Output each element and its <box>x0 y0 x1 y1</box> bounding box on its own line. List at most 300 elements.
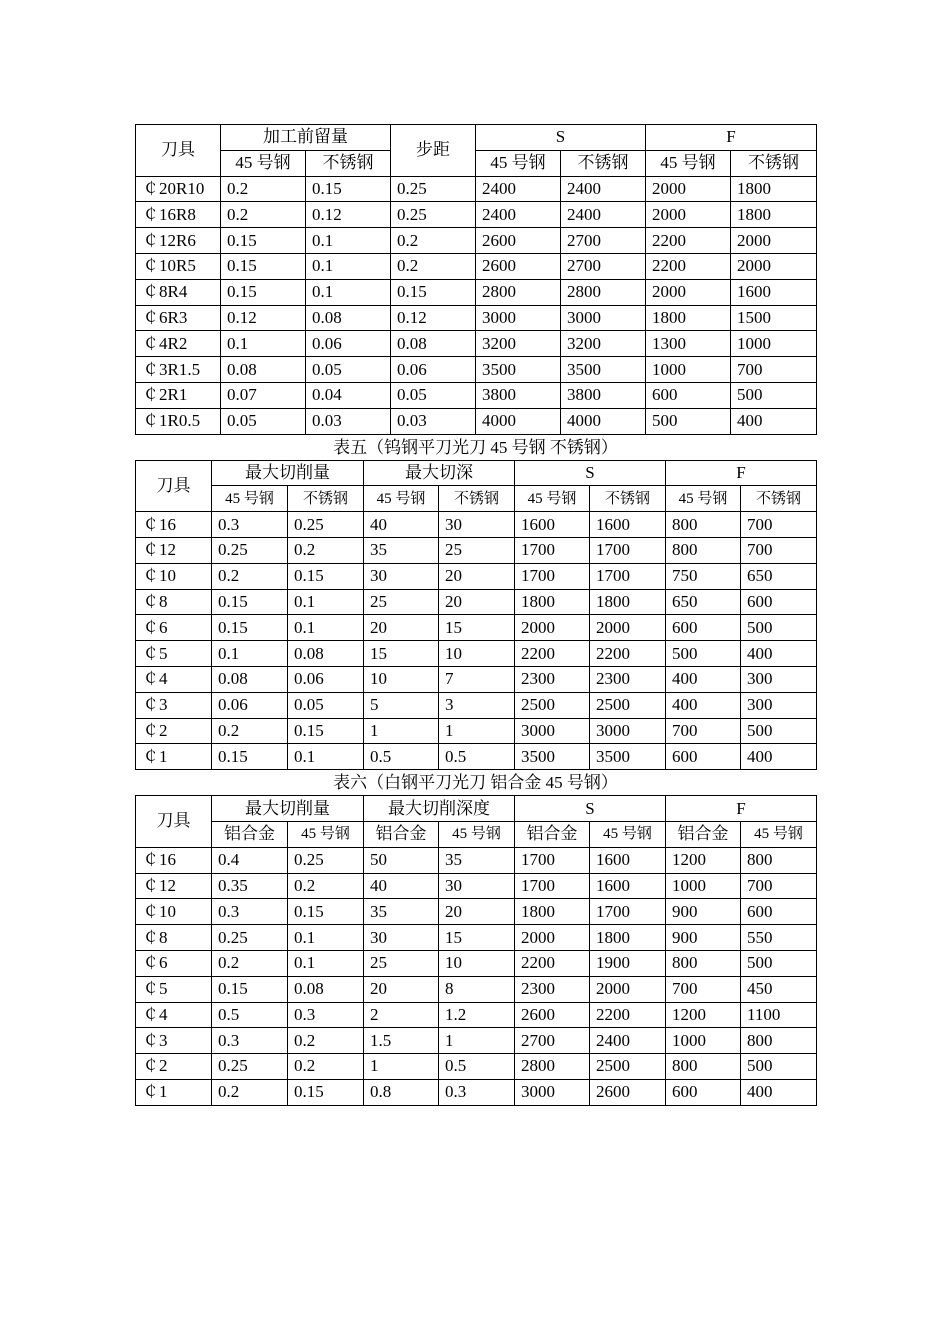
table-row <box>136 176 817 202</box>
value-cell: 600 <box>741 899 817 925</box>
tool-cell: ￠4R2 <box>136 331 221 357</box>
value-cell: 0.2 <box>391 228 476 254</box>
value-cell: 0.15 <box>212 744 288 770</box>
table-body <box>136 460 817 770</box>
subheader-steel45: 45 号钢 <box>741 821 817 847</box>
value-cell: 400 <box>741 641 817 667</box>
value-cell: 3800 <box>476 382 561 408</box>
value-cell: 7 <box>439 666 515 692</box>
tool-cell: ￠10 <box>136 563 212 589</box>
value-cell: 3000 <box>515 718 590 744</box>
table-ball-end-cutters <box>135 124 817 435</box>
value-cell: 700 <box>731 357 817 383</box>
value-cell: 2000 <box>731 228 817 254</box>
value-cell: 1 <box>364 1054 439 1080</box>
value-cell: 3500 <box>561 357 646 383</box>
value-cell: 3200 <box>561 331 646 357</box>
subheader-row <box>136 821 817 847</box>
value-cell: 500 <box>646 408 731 434</box>
value-cell: 0.12 <box>306 202 391 228</box>
table-row <box>136 847 817 873</box>
subheader-steel45: 45 号钢 <box>221 150 306 176</box>
value-cell: 30 <box>439 512 515 538</box>
document-page <box>135 124 816 1106</box>
value-cell: 2500 <box>515 692 590 718</box>
value-cell: 0.15 <box>221 228 306 254</box>
value-cell: 2400 <box>476 176 561 202</box>
tool-cell: ￠2R1 <box>136 382 221 408</box>
table-row <box>136 589 817 615</box>
header-max-cut: 最大切削量 <box>212 460 364 486</box>
value-cell: 2000 <box>646 176 731 202</box>
value-cell: 0.06 <box>306 331 391 357</box>
table-hss-flat-cutters <box>135 795 817 1106</box>
value-cell: 25 <box>364 950 439 976</box>
value-cell: 600 <box>666 615 741 641</box>
value-cell: 2000 <box>646 202 731 228</box>
tool-cell: ￠6 <box>136 950 212 976</box>
value-cell: 0.15 <box>288 718 364 744</box>
value-cell: 1 <box>439 718 515 744</box>
subheader-steel45: 45 号钢 <box>476 150 561 176</box>
value-cell: 2500 <box>590 692 666 718</box>
value-cell: 0.2 <box>212 563 288 589</box>
value-cell: 900 <box>666 925 741 951</box>
subheader-aluminum: 铝合金 <box>364 821 439 847</box>
tool-cell: ￠10 <box>136 899 212 925</box>
header-tool: 刀具 <box>136 125 221 177</box>
value-cell: 1800 <box>590 925 666 951</box>
value-cell: 4000 <box>561 408 646 434</box>
value-cell: 2200 <box>515 950 590 976</box>
value-cell: 1.5 <box>364 1028 439 1054</box>
value-cell: 0.2 <box>212 950 288 976</box>
value-cell: 15 <box>439 615 515 641</box>
value-cell: 20 <box>439 563 515 589</box>
value-cell: 3000 <box>515 1079 590 1105</box>
value-cell: 20 <box>364 615 439 641</box>
value-cell: 2000 <box>515 925 590 951</box>
value-cell: 10 <box>364 666 439 692</box>
value-cell: 3500 <box>515 744 590 770</box>
header-allowance: 加工前留量 <box>221 125 391 151</box>
table-body <box>136 125 817 435</box>
value-cell: 50 <box>364 847 439 873</box>
value-cell: 2600 <box>476 228 561 254</box>
value-cell: 0.35 <box>212 873 288 899</box>
value-cell: 0.5 <box>439 744 515 770</box>
header-max-depth: 最大切削深度 <box>364 796 515 822</box>
value-cell: 2400 <box>590 1028 666 1054</box>
header-row <box>136 125 817 151</box>
value-cell: 2700 <box>561 228 646 254</box>
table-row <box>136 279 817 305</box>
table-row <box>136 899 817 925</box>
value-cell: 40 <box>364 512 439 538</box>
value-cell: 1700 <box>590 563 666 589</box>
table-row <box>136 976 817 1002</box>
value-cell: 2300 <box>515 666 590 692</box>
value-cell: 800 <box>741 847 817 873</box>
subheader-aluminum: 铝合金 <box>666 821 741 847</box>
value-cell: 0.1 <box>288 744 364 770</box>
value-cell: 15 <box>364 641 439 667</box>
tool-cell: ￠16 <box>136 847 212 873</box>
value-cell: 35 <box>364 899 439 925</box>
value-cell: 2300 <box>590 666 666 692</box>
value-cell: 0.2 <box>288 873 364 899</box>
value-cell: 0.15 <box>212 615 288 641</box>
table-carbide-flat-cutters <box>135 460 817 771</box>
value-cell: 1200 <box>666 1002 741 1028</box>
value-cell: 1600 <box>590 873 666 899</box>
value-cell: 2400 <box>476 202 561 228</box>
value-cell: 1700 <box>590 537 666 563</box>
value-cell: 3500 <box>590 744 666 770</box>
table-row <box>136 305 817 331</box>
header-tool: 刀具 <box>136 796 212 848</box>
value-cell: 600 <box>666 744 741 770</box>
value-cell: 0.06 <box>288 666 364 692</box>
value-cell: 1600 <box>590 512 666 538</box>
value-cell: 1700 <box>590 899 666 925</box>
tool-cell: ￠2 <box>136 1054 212 1080</box>
value-cell: 1100 <box>741 1002 817 1028</box>
value-cell: 400 <box>731 408 817 434</box>
value-cell: 0.3 <box>439 1079 515 1105</box>
value-cell: 0.12 <box>221 305 306 331</box>
table-row <box>136 1079 817 1105</box>
value-cell: 1800 <box>515 899 590 925</box>
value-cell: 0.3 <box>212 899 288 925</box>
header-f: F <box>666 796 817 822</box>
value-cell: 300 <box>741 692 817 718</box>
tool-cell: ￠16 <box>136 512 212 538</box>
tool-cell: ￠20R10 <box>136 176 221 202</box>
value-cell: 10 <box>439 641 515 667</box>
value-cell: 0.25 <box>288 512 364 538</box>
table-row <box>136 253 817 279</box>
value-cell: 900 <box>666 899 741 925</box>
subheader-stainless: 不锈钢 <box>439 486 515 512</box>
header-max-depth: 最大切深 <box>364 460 515 486</box>
value-cell: 0.15 <box>212 976 288 1002</box>
value-cell: 3500 <box>476 357 561 383</box>
value-cell: 0.08 <box>306 305 391 331</box>
value-cell: 450 <box>741 976 817 1002</box>
value-cell: 1600 <box>590 847 666 873</box>
value-cell: 0.2 <box>221 176 306 202</box>
header-s: S <box>476 125 646 151</box>
value-cell: 0.8 <box>364 1079 439 1105</box>
value-cell: 300 <box>741 666 817 692</box>
table-row <box>136 1028 817 1054</box>
value-cell: 1600 <box>731 279 817 305</box>
value-cell: 35 <box>364 537 439 563</box>
value-cell: 0.2 <box>212 1079 288 1105</box>
value-cell: 500 <box>731 382 817 408</box>
value-cell: 3000 <box>476 305 561 331</box>
value-cell: 0.2 <box>288 1028 364 1054</box>
subheader-steel45: 45 号钢 <box>515 486 590 512</box>
tool-cell: ￠1 <box>136 1079 212 1105</box>
value-cell: 0.25 <box>288 847 364 873</box>
tool-cell: ￠8 <box>136 589 212 615</box>
value-cell: 2600 <box>476 253 561 279</box>
value-cell: 0.15 <box>221 279 306 305</box>
value-cell: 700 <box>666 718 741 744</box>
value-cell: 0.25 <box>212 1054 288 1080</box>
value-cell: 1800 <box>646 305 731 331</box>
value-cell: 2800 <box>561 279 646 305</box>
value-cell: 30 <box>439 873 515 899</box>
table-row <box>136 950 817 976</box>
header-row <box>136 460 817 486</box>
value-cell: 700 <box>741 873 817 899</box>
table5-caption: 表五（钨钢平刀光刀 45 号钢 不锈钢） <box>333 437 618 457</box>
table-row <box>136 744 817 770</box>
table-row <box>136 692 817 718</box>
value-cell: 1800 <box>590 589 666 615</box>
tool-cell: ￠8R4 <box>136 279 221 305</box>
value-cell: 8 <box>439 976 515 1002</box>
value-cell: 500 <box>741 718 817 744</box>
value-cell: 0.1 <box>288 589 364 615</box>
value-cell: 2700 <box>561 253 646 279</box>
table-row <box>136 666 817 692</box>
value-cell: 1000 <box>666 873 741 899</box>
value-cell: 0.08 <box>288 641 364 667</box>
value-cell: 1000 <box>731 331 817 357</box>
value-cell: 0.15 <box>306 176 391 202</box>
value-cell: 0.25 <box>212 537 288 563</box>
tool-cell: ￠3R1.5 <box>136 357 221 383</box>
value-cell: 2600 <box>515 1002 590 1028</box>
value-cell: 2700 <box>515 1028 590 1054</box>
value-cell: 550 <box>741 925 817 951</box>
table-row <box>136 537 817 563</box>
tool-cell: ￠4 <box>136 1002 212 1028</box>
value-cell: 700 <box>741 512 817 538</box>
value-cell: 500 <box>741 950 817 976</box>
subheader-steel45: 45 号钢 <box>364 486 439 512</box>
table-row <box>136 641 817 667</box>
tool-cell: ￠8 <box>136 925 212 951</box>
value-cell: 5 <box>364 692 439 718</box>
value-cell: 1600 <box>515 512 590 538</box>
header-f: F <box>646 125 817 151</box>
value-cell: 1900 <box>590 950 666 976</box>
value-cell: 2600 <box>590 1079 666 1105</box>
value-cell: 0.05 <box>288 692 364 718</box>
value-cell: 0.4 <box>212 847 288 873</box>
header-tool: 刀具 <box>136 460 212 512</box>
value-cell: 2800 <box>515 1054 590 1080</box>
value-cell: 0.06 <box>212 692 288 718</box>
value-cell: 1.2 <box>439 1002 515 1028</box>
value-cell: 0.1 <box>306 279 391 305</box>
value-cell: 2800 <box>476 279 561 305</box>
table-row <box>136 925 817 951</box>
value-cell: 500 <box>666 641 741 667</box>
value-cell: 0.05 <box>391 382 476 408</box>
value-cell: 35 <box>439 847 515 873</box>
value-cell: 2400 <box>561 176 646 202</box>
value-cell: 3000 <box>561 305 646 331</box>
value-cell: 0.15 <box>288 899 364 925</box>
value-cell: 800 <box>666 1054 741 1080</box>
value-cell: 0.5 <box>212 1002 288 1028</box>
header-step: 步距 <box>391 125 476 177</box>
value-cell: 800 <box>666 950 741 976</box>
value-cell: 0.2 <box>288 537 364 563</box>
value-cell: 800 <box>741 1028 817 1054</box>
value-cell: 0.1 <box>212 641 288 667</box>
tool-cell: ￠12 <box>136 537 212 563</box>
value-cell: 2000 <box>646 279 731 305</box>
value-cell: 1700 <box>515 537 590 563</box>
tool-cell: ￠6R3 <box>136 305 221 331</box>
value-cell: 1000 <box>646 357 731 383</box>
value-cell: 0.25 <box>212 925 288 951</box>
value-cell: 0.08 <box>221 357 306 383</box>
value-cell: 20 <box>439 589 515 615</box>
value-cell: 0.2 <box>212 718 288 744</box>
subheader-steel45: 45 号钢 <box>590 821 666 847</box>
value-cell: 15 <box>439 925 515 951</box>
value-cell: 400 <box>666 692 741 718</box>
value-cell: 1700 <box>515 847 590 873</box>
value-cell: 0.05 <box>221 408 306 434</box>
table-row <box>136 718 817 744</box>
table-row <box>136 1002 817 1028</box>
value-cell: 0.15 <box>221 253 306 279</box>
value-cell: 1000 <box>666 1028 741 1054</box>
tool-cell: ￠12R6 <box>136 228 221 254</box>
subheader-steel45: 45 号钢 <box>666 486 741 512</box>
value-cell: 2200 <box>590 1002 666 1028</box>
value-cell: 1700 <box>515 563 590 589</box>
value-cell: 1800 <box>731 202 817 228</box>
header-max-cut: 最大切削量 <box>212 796 364 822</box>
value-cell: 0.06 <box>391 357 476 383</box>
tool-cell: ￠12 <box>136 873 212 899</box>
value-cell: 1700 <box>515 873 590 899</box>
value-cell: 25 <box>364 589 439 615</box>
tool-cell: ￠1R0.5 <box>136 408 221 434</box>
value-cell: 600 <box>741 589 817 615</box>
table-row <box>136 563 817 589</box>
table-row <box>136 512 817 538</box>
table-row <box>136 357 817 383</box>
value-cell: 1300 <box>646 331 731 357</box>
value-cell: 750 <box>666 563 741 589</box>
value-cell: 1800 <box>731 176 817 202</box>
value-cell: 0.1 <box>288 950 364 976</box>
value-cell: 2000 <box>590 976 666 1002</box>
value-cell: 1 <box>364 718 439 744</box>
value-cell: 2000 <box>515 615 590 641</box>
value-cell: 1 <box>439 1028 515 1054</box>
value-cell: 2200 <box>646 228 731 254</box>
value-cell: 0.04 <box>306 382 391 408</box>
value-cell: 700 <box>666 976 741 1002</box>
table-row <box>136 615 817 641</box>
value-cell: 20 <box>439 899 515 925</box>
value-cell: 0.1 <box>288 925 364 951</box>
value-cell: 3200 <box>476 331 561 357</box>
value-cell: 2200 <box>646 253 731 279</box>
value-cell: 0.08 <box>391 331 476 357</box>
value-cell: 500 <box>741 1054 817 1080</box>
value-cell: 2000 <box>731 253 817 279</box>
subheader-stainless: 不锈钢 <box>590 486 666 512</box>
subheader-stainless: 不锈钢 <box>741 486 817 512</box>
tool-cell: ￠4 <box>136 666 212 692</box>
value-cell: 0.05 <box>306 357 391 383</box>
value-cell: 30 <box>364 563 439 589</box>
value-cell: 400 <box>741 744 817 770</box>
tool-cell: ￠16R8 <box>136 202 221 228</box>
value-cell: 40 <box>364 873 439 899</box>
value-cell: 0.15 <box>288 1079 364 1105</box>
value-cell: 0.1 <box>306 228 391 254</box>
table-row <box>136 331 817 357</box>
table-row <box>136 873 817 899</box>
value-cell: 4000 <box>476 408 561 434</box>
value-cell: 1800 <box>515 589 590 615</box>
table-row <box>136 228 817 254</box>
table-row <box>136 1054 817 1080</box>
subheader-row <box>136 486 817 512</box>
value-cell: 400 <box>666 666 741 692</box>
value-cell: 2200 <box>590 641 666 667</box>
table-body <box>136 796 817 1106</box>
subheader-aluminum: 铝合金 <box>515 821 590 847</box>
value-cell: 0.1 <box>221 331 306 357</box>
tool-cell: ￠10R5 <box>136 253 221 279</box>
tool-cell: ￠5 <box>136 976 212 1002</box>
value-cell: 0.1 <box>288 615 364 641</box>
value-cell: 0.08 <box>212 666 288 692</box>
value-cell: 0.3 <box>212 512 288 538</box>
subheader-steel45: 45 号钢 <box>288 821 364 847</box>
value-cell: 2200 <box>515 641 590 667</box>
table-row <box>136 202 817 228</box>
subheader-row <box>136 150 817 176</box>
subheader-stainless: 不锈钢 <box>561 150 646 176</box>
table-row <box>136 382 817 408</box>
value-cell: 0.5 <box>439 1054 515 1080</box>
value-cell: 0.03 <box>391 408 476 434</box>
value-cell: 0.15 <box>391 279 476 305</box>
subheader-steel45: 45 号钢 <box>439 821 515 847</box>
value-cell: 0.1 <box>306 253 391 279</box>
value-cell: 3800 <box>561 382 646 408</box>
value-cell: 3000 <box>590 718 666 744</box>
tool-cell: ￠1 <box>136 744 212 770</box>
value-cell: 2000 <box>590 615 666 641</box>
subheader-stainless: 不锈钢 <box>306 150 391 176</box>
tool-cell: ￠3 <box>136 1028 212 1054</box>
value-cell: 0.2 <box>288 1054 364 1080</box>
value-cell: 25 <box>439 537 515 563</box>
value-cell: 800 <box>666 512 741 538</box>
value-cell: 0.25 <box>391 202 476 228</box>
tool-cell: ￠2 <box>136 718 212 744</box>
header-row <box>136 796 817 822</box>
table-row <box>136 408 817 434</box>
